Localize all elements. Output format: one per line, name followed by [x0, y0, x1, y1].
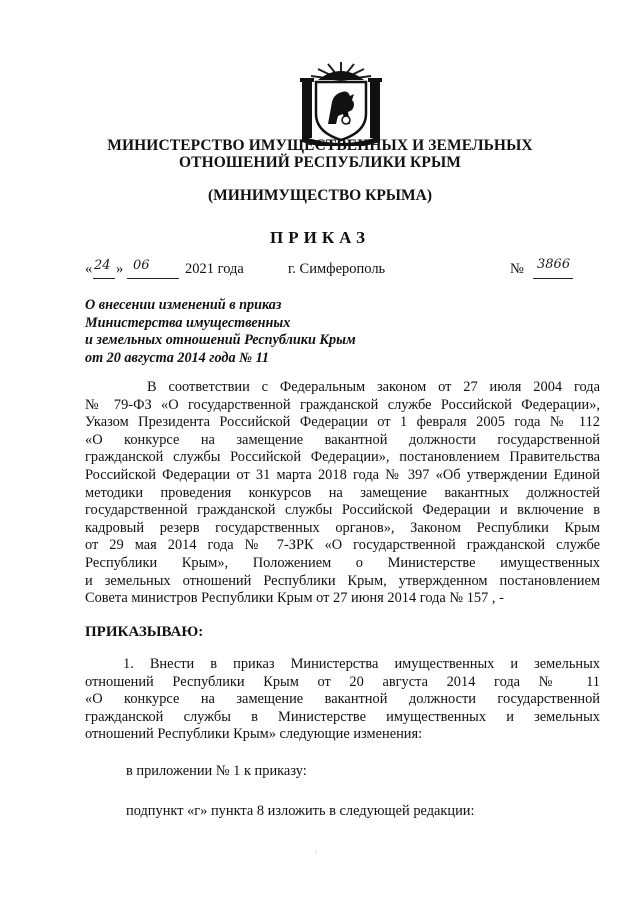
preamble-paragraph — [85, 379, 600, 608]
date-open-quote: « — [85, 261, 93, 277]
date-number-line — [85, 259, 615, 281]
date-month-handwritten: 06 — [133, 258, 150, 273]
preamble-line: кадровый резерв государственных органов», Законом Республики Крым — [85, 519, 600, 536]
document-type-title: ПРИКАЗ — [270, 228, 370, 247]
number-sign: № — [510, 261, 524, 277]
subpoint-line: подпункт «г» пункта 8 изложить в следующей редакции: — [126, 803, 475, 819]
subject-line: О внесении изменений в приказ — [85, 297, 282, 313]
item-line: отношений Республики Крым от 20 августа 2014 года № 11 — [85, 673, 600, 690]
preamble-line: методики проведения конкурсов на замещение вакантных должностей — [85, 484, 600, 501]
ministry-name-line-2: ОТНОШЕНИЙ РЕСПУБЛИКИ КРЫМ — [178, 154, 462, 171]
coat-of-arms-emblem — [298, 58, 384, 146]
number-underline — [533, 278, 573, 279]
day-underline — [93, 278, 115, 279]
preamble-line: № 79-ФЗ «О государственной гражданской службе Российской Федерации», — [85, 396, 600, 413]
date-day-handwritten: 24 — [94, 258, 111, 273]
item-1-paragraph — [85, 656, 600, 744]
order-directive-heading: ПРИКАЗЫВАЮ: — [85, 624, 204, 640]
ministry-short-name: (МИНИМУЩЕСТВО КРЫМА) — [207, 187, 433, 204]
month-underline — [127, 278, 179, 279]
preamble-line: Российской Федерации от 31 марта 2018 года № 397 «Об утверждении Единой — [85, 466, 600, 483]
subject-line: и земельных отношений Республики Крым — [85, 332, 356, 349]
date-year: 2021 года — [185, 261, 244, 277]
order-number-handwritten: 3866 — [537, 257, 571, 272]
preamble-line: В соответствии с Федеральным законом от 27 июля 2004 года — [147, 379, 600, 395]
date-close-quote: » — [116, 261, 124, 277]
preamble-line: государственной гражданской службы Российской Федерации и включение в — [85, 502, 600, 519]
preamble-line: «О конкурсе на замещение вакантной должности государственной — [85, 431, 600, 448]
annex-line: в приложении № 1 к приказу: — [126, 763, 307, 779]
preamble-line: Указом Президента Российской Федерации от 1 февраля 2005 года № 112 — [85, 414, 600, 431]
preamble-line: от 29 мая 2014 года № 7-ЗРК «О государственной гражданской службе — [85, 537, 600, 554]
subject-line: от 20 августа 2014 года № 11 — [85, 349, 270, 366]
preamble-line: и земельных отношений Республики Крым, утвержденном постановлением — [85, 572, 600, 589]
order-subject — [85, 297, 356, 367]
subject-line: Министерства имущественных — [85, 314, 291, 331]
preamble-line: Республики Крым», Положением о Министерстве имущественных — [85, 554, 600, 571]
item-line: 1. Внести в приказ Министерства имущественных и земельных — [123, 656, 600, 672]
item-line: гражданской службы в Министерстве имущественных и земельных — [85, 708, 600, 725]
item-line: «О конкурсе на замещение вакантной должности государственной — [85, 691, 600, 708]
item-line: отношений Республики Крым» следующие изменения: — [85, 726, 423, 743]
scan-speck — [315, 852, 316, 853]
preamble-line: Совета министров Республики Крым от 27 июня 2014 года № 157 , - — [85, 590, 504, 607]
preamble-line: гражданской службы Российской Федерации», постановлением Правительства — [85, 449, 600, 466]
ministry-name-line-1: МИНИСТЕРСТВО ИМУЩЕСТВЕННЫХ И ЗЕМЕЛЬНЫХ — [107, 137, 533, 154]
city-name: г. Симферополь — [288, 261, 386, 277]
